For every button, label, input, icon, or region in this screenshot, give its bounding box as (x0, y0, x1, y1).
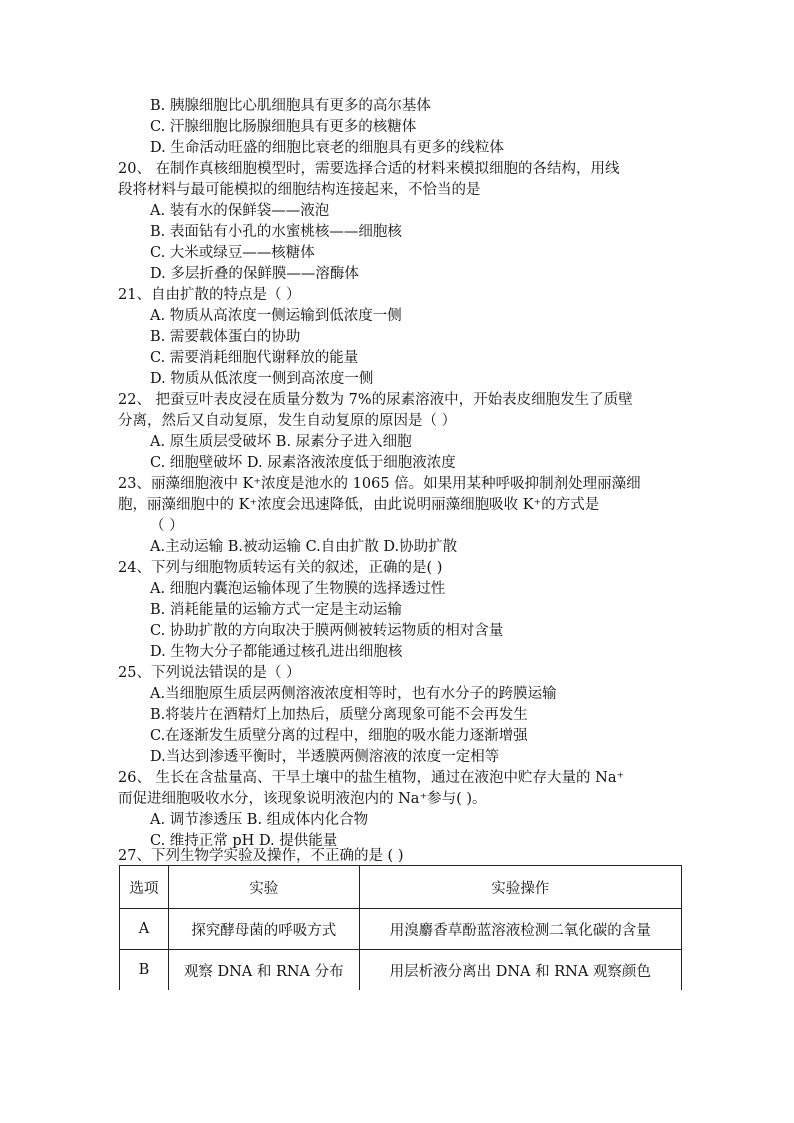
q22-stem-line2: 分离，然后又自动复原，发生自动复原的原因是（ ） (118, 413, 457, 429)
table-header-cell: 选项 (120, 866, 169, 909)
q23-options: A.主动运输 B.被动运输 C.自由扩散 D.协助扩散 (150, 539, 458, 555)
q25-option-d: D.当达到渗透平衡时，半透膜两侧溶液的浓度一定相等 (150, 749, 500, 765)
q22-options-cd: C. 细胞壁破坏 D. 尿素洛液浓度低于细胞液浓度 (150, 455, 456, 471)
q26-options-cd: C. 维持正常 pH D. 提供能量 (150, 833, 338, 849)
table-header-cell: 实验操作 (359, 866, 681, 909)
q21-stem: 21、自由扩散的特点是（ ） (118, 287, 301, 303)
q19-option-b: B. 胰腺细胞比心肌细胞具有更多的高尔基体 (150, 98, 431, 114)
table-cell: B (120, 950, 169, 991)
table-row (120, 909, 682, 950)
q23-stem-line3: （ ） (150, 518, 184, 534)
q21-option-b: B. 需要载体蛋白的协助 (150, 329, 301, 345)
q25-option-a: A.当细胞原生质层两侧溶液浓度相等时，也有水分子的跨膜运输 (150, 686, 557, 702)
q24-option-a: A. 细胞内囊泡运输体现了生物膜的选择透过性 (150, 581, 446, 597)
q21-option-c: C. 需要消耗细胞代谢释放的能量 (150, 350, 359, 366)
q19-option-c: C. 汗腺细胞比肠腺细胞具有更多的核糖体 (150, 119, 417, 135)
q20-option-c: C. 大米或绿豆——核糖体 (150, 245, 315, 261)
q27-experiment-table (119, 865, 682, 990)
q21-option-d: D. 物质从低浓度一侧到高浓度一侧 (150, 371, 374, 387)
table-header-row (120, 866, 682, 909)
q20-option-b: B. 表面钻有小孔的水蜜桃核——细胞核 (150, 224, 402, 240)
table-cell: 探究酵母菌的呼吸方式 (168, 909, 359, 950)
q27-stem: 27、下列生物学实验及操作，不正确的是 ( ) (118, 848, 404, 864)
q23-stem-line2: 胞，丽藻细胞中的 K⁺浓度会迅速降低，由此说明丽藻细胞吸收 K⁺的方式是 (118, 497, 600, 513)
q20-option-a: A. 装有水的保鲜袋——液泡 (150, 203, 330, 219)
q20-option-d: D. 多层折叠的保鲜膜——溶酶体 (150, 266, 359, 282)
table-header-cell: 实验 (168, 866, 359, 909)
table-row (120, 950, 682, 991)
q26-stem-line2: 而促进细胞吸收水分，该现象说明液泡内的 Na⁺参与( )。 (118, 791, 487, 807)
q24-option-d: D. 生物大分子都能通过核孔进出细胞核 (150, 644, 403, 660)
q24-option-c: C. 协助扩散的方向取决于膜两侧被转运物质的相对含量 (150, 623, 504, 639)
q25-option-c: C.在逐渐发生质壁分离的过程中，细胞的吸水能力逐渐增强 (150, 728, 528, 744)
q25-stem: 25、下列说法错误的是（ ） (118, 665, 301, 681)
q22-options-ab: A. 原生质层受破坏 B. 尿素分子进入细胞 (150, 434, 412, 450)
table-cell: A (120, 909, 169, 950)
q21-option-a: A. 物质从高浓度一侧运输到低浓度一侧 (150, 308, 402, 324)
q24-stem: 24、下列与细胞物质转运有关的叙述，正确的是( ) (118, 560, 443, 576)
q19-option-d: D. 生命活动旺盛的细胞比衰老的细胞具有更多的线粒体 (150, 140, 504, 156)
table-cell: 用溴麝香草酚蓝溶液检测二氧化碳的含量 (359, 909, 681, 950)
q20-stem-line1: 20、 在制作真核细胞模型时，需要选择合适的材料来模拟细胞的各结构，用线 (118, 161, 620, 177)
q26-stem-line1: 26、 生长在含盐量高、干旱土壤中的盐生植物，通过在液泡中贮存大量的 Na⁺ (118, 770, 625, 786)
q20-stem-line2: 段将材料与最可能模拟的细胞结构连接起来，不恰当的是 (118, 182, 481, 198)
q25-option-b: B.将装片在酒精灯上加热后，质壁分离现象可能不会再发生 (150, 707, 528, 723)
q26-options-ab: A. 调节渗透压 B. 组成体内化合物 (150, 812, 369, 828)
q24-option-b: B. 消耗能量的运输方式一定是主动运输 (150, 602, 402, 618)
q22-stem-line1: 22、 把蚕豆叶表皮浸在质量分数为 7%的尿素溶液中，开始表皮细胞发生了质壁 (118, 392, 633, 408)
table-cell: 用层析液分离出 DNA 和 RNA 观察颜色 (359, 950, 681, 991)
table-cell: 观察 DNA 和 RNA 分布 (168, 950, 359, 991)
q23-stem-line1: 23、丽藻细胞液中 K⁺浓度是池水的 1065 倍。如果用某种呼吸抑制剂处理丽藻细 (118, 476, 641, 492)
